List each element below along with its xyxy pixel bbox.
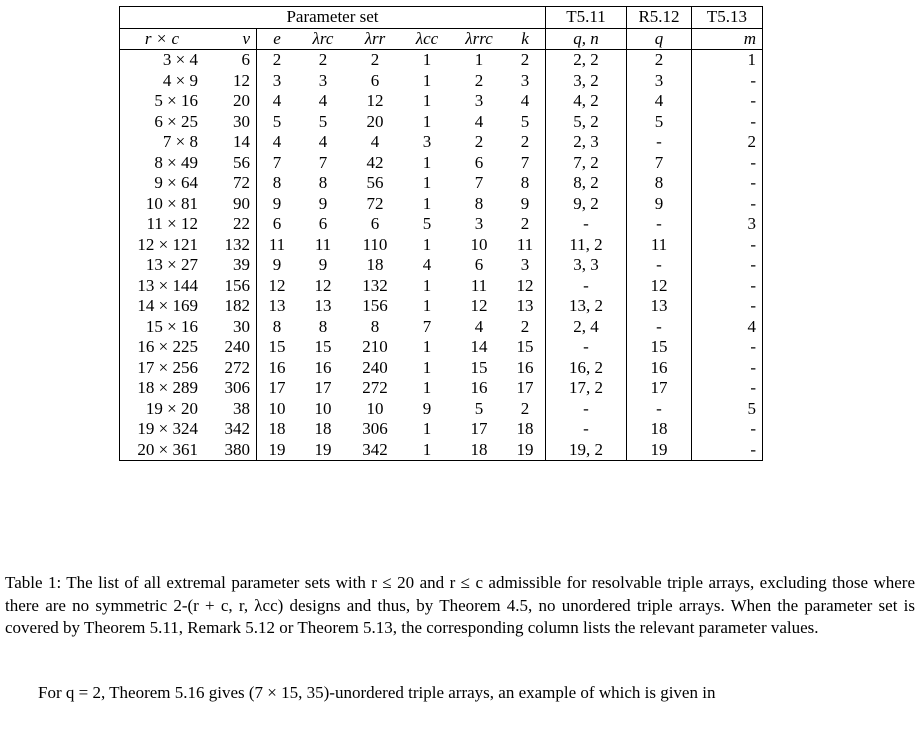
table-row [120,153,763,174]
cell-m: - [692,276,763,297]
cell-lambda-rc: 2 [318,50,328,69]
cell-qn: 4, 2 [546,91,627,112]
cell-v: 156 [204,276,257,297]
cell-e: 6 [272,214,282,233]
cell-v: 272 [204,358,257,379]
cell-e: 15 [268,337,286,356]
cell-lambda-rr: 8 [370,316,380,336]
cell-rc: 17 × 256 [120,358,205,379]
cell-m: - [692,173,763,194]
cell-lambda-rr: 2 [370,50,380,69]
cell-lambda-rrc: 14 [470,337,488,356]
table-row [120,132,763,153]
cell-lambda-cc: 5 [422,214,432,233]
table-row [120,440,763,461]
cell-rc: 3 × 4 [120,50,205,71]
cell-lambda-cc: 1 [422,111,432,131]
cell-m: - [692,194,763,215]
cell-e: 19 [257,440,298,461]
cell-k: 16 [505,358,546,379]
cell-lambda-rr: 4 [370,132,380,151]
cell-lambda-rr: 342 [349,440,401,461]
cell-v: 14 [204,132,257,153]
cell-lambda-rr: 110 [362,234,388,254]
cell-v: 30 [204,112,257,133]
cell-q: 8 [627,173,692,194]
table-row [120,276,763,297]
cell-lambda-cc: 1 [401,440,453,461]
cell-rc: 12 × 121 [120,235,205,256]
cell-m: - [692,296,763,317]
cell-m: - [692,419,763,440]
cell-rc: 15 × 16 [120,317,205,338]
cell-lambda-rrc: 16 [470,378,488,397]
cell-m: - [692,378,763,399]
table-row [120,71,763,92]
cell-rc: 9 × 64 [120,173,205,194]
cell-m: - [692,337,763,358]
cell-lambda-cc: 3 [422,132,432,151]
cell-rc: 4 × 9 [120,71,205,92]
cell-v: 342 [204,419,257,440]
cell-e: 4 [272,91,282,110]
cell-m: - [692,255,763,276]
cell-lambda-rr: 272 [362,378,388,397]
parameter-table [119,6,763,461]
table-row [120,419,763,440]
cell-lambda-rr: 6 [370,70,380,90]
cell-m: - [692,235,763,256]
cell-q: 2 [627,50,692,71]
cell-qn: 2, 2 [546,50,627,71]
cell-lambda-rc: 13 [314,296,332,315]
cell-k: 17 [505,378,546,399]
cell-lambda-rc: 17 [314,378,332,397]
cell-lambda-cc: 1 [422,193,432,213]
cell-lambda-rrc: 3 [474,91,484,110]
cell-rc: 13 × 27 [120,255,205,276]
cell-lambda-rc: 15 [314,337,332,356]
cell-k: 2 [505,50,546,71]
table-row [120,91,763,112]
col-header-lambda-rrc: λrrc [453,28,505,50]
cell-lambda-rc: 16 [314,357,332,377]
cell-rc: 19 × 20 [120,399,205,420]
cell-lambda-rc: 19 [297,440,349,461]
table-row [120,255,763,276]
cell-lambda-rrc: 3 [474,214,484,233]
cell-e: 5 [272,111,282,131]
cell-lambda-rc: 12 [314,275,332,295]
col-header-lambda-cc: λcc [401,28,453,50]
table-row [120,173,763,194]
cell-k: 13 [505,296,546,317]
cell-rc: 16 × 225 [120,337,205,358]
cell-e: 8 [272,173,282,192]
cell-e: 2 [272,50,282,69]
cell-e: 8 [272,316,282,336]
cell-lambda-cc: 1 [422,296,432,315]
cell-lambda-rc: 9 [318,193,328,213]
cell-lambda-rr: 306 [362,419,388,438]
table-row [120,296,763,317]
cell-m: - [692,358,763,379]
cell-lambda-rr: 240 [362,357,388,377]
cell-e: 13 [268,296,286,315]
cell-m: 3 [692,214,763,235]
cell-qn: 17, 2 [546,378,627,399]
cell-lambda-rr: 20 [366,111,384,131]
cell-e: 18 [268,419,286,438]
cell-m: 4 [692,317,763,338]
cell-lambda-rrc: 7 [474,173,484,192]
table-row [120,214,763,235]
cell-m: - [692,153,763,174]
cell-lambda-rr: 12 [366,91,384,110]
cell-rc: 5 × 16 [120,91,205,112]
cell-q: - [627,255,692,276]
cell-lambda-rrc: 2 [474,132,484,151]
cell-k: 8 [505,173,546,194]
table-row [120,358,763,379]
cell-lambda-rc: 9 [318,255,328,274]
cell-k: 2 [505,132,546,153]
cell-v: 182 [204,296,257,317]
cell-q: 13 [627,296,692,317]
cell-m: - [692,91,763,112]
cell-e: 17 [268,378,286,397]
cell-lambda-cc: 1 [422,173,432,192]
cell-lambda-cc: 1 [422,337,432,356]
table-row [120,337,763,358]
cell-rc: 20 × 361 [120,440,205,461]
cell-lambda-cc: 1 [422,70,432,90]
cell-qn: 8, 2 [546,173,627,194]
cell-v: 56 [204,153,257,174]
cell-qn: 2, 3 [546,132,627,153]
cell-q: 12 [627,276,692,297]
cell-v: 38 [204,399,257,420]
cell-e: 11 [268,234,286,254]
column-header-row [120,28,763,50]
cell-lambda-rrc: 10 [470,234,488,254]
cell-qn: - [546,419,627,440]
cell-q: 15 [627,337,692,358]
cell-qn: 11, 2 [546,235,627,256]
cell-rc: 7 × 8 [120,132,205,153]
cell-q: 9 [627,194,692,215]
cell-qn: 7, 2 [546,153,627,174]
cell-lambda-rr: 210 [362,337,388,356]
cell-m: - [692,71,763,92]
cell-k: 3 [505,255,546,276]
cell-m: 1 [692,50,763,71]
table-row [120,194,763,215]
cell-lambda-rc: 7 [318,152,328,172]
table-body [120,50,763,461]
cell-k: 18 [505,419,546,440]
col-header-qn: q, n [546,28,627,50]
cell-v: 380 [204,440,257,461]
parameter-set-header: Parameter set [120,7,546,29]
cell-q: - [627,399,692,420]
cell-q: 16 [627,358,692,379]
cell-lambda-rc: 4 [318,132,328,151]
cell-lambda-cc: 1 [422,91,432,110]
cell-lambda-rr: 132 [362,275,388,295]
cell-v: 90 [204,194,257,215]
cell-lambda-rrc: 4 [474,316,484,336]
cell-lambda-rr: 18 [366,255,384,274]
cell-v: 132 [204,235,257,256]
cell-qn: 9, 2 [546,194,627,215]
body-paragraph: For q = 2, Theorem 5.16 gives (7 × 15, 35)-unordered triple arrays, an example of which is given in [38,683,716,702]
cell-e: 4 [272,132,282,151]
cell-lambda-rr: 6 [370,214,380,233]
cell-lambda-rc: 10 [314,398,332,418]
cell-q: 17 [627,378,692,399]
cell-lambda-rrc: 12 [470,296,488,315]
cell-lambda-rrc: 5 [474,398,484,418]
cell-q: 11 [627,235,692,256]
cell-lambda-rc: 5 [318,111,328,131]
cell-lambda-rc: 3 [318,70,328,90]
cell-v: 6 [204,50,257,71]
cell-lambda-rc: 4 [318,91,328,110]
cell-e: 9 [272,255,282,274]
cell-q: - [627,214,692,235]
cell-q: - [627,317,692,338]
col-header-rc: r × c [120,28,205,50]
t511-header: T5.11 [546,7,627,29]
cell-rc: 18 × 289 [120,378,205,399]
cell-rc: 14 × 169 [120,296,205,317]
table-row [120,50,763,71]
cell-lambda-rrc: 1 [474,50,484,69]
cell-q: 4 [627,91,692,112]
table-row [120,112,763,133]
cell-qn: - [546,276,627,297]
cell-lambda-rrc: 6 [474,255,484,274]
cell-e: 3 [272,70,282,90]
r512-header: R5.12 [627,7,692,29]
cell-lambda-cc: 4 [422,255,432,274]
cell-e: 9 [272,193,282,213]
cell-v: 39 [204,255,257,276]
cell-rc: 19 × 324 [120,419,205,440]
cell-v: 20 [204,91,257,112]
cell-q: 3 [627,71,692,92]
cell-e: 7 [272,152,282,172]
col-header-lambda-rr: λrr [349,28,401,50]
cell-rc: 8 × 49 [120,153,205,174]
cell-lambda-cc: 7 [422,316,432,336]
cell-k: 2 [505,399,546,420]
cell-k: 5 [505,112,546,133]
cell-lambda-cc: 9 [422,398,432,418]
cell-lambda-cc: 1 [422,50,432,69]
cell-qn: 3, 3 [546,255,627,276]
t513-header: T5.13 [692,7,763,29]
cell-qn: - [546,214,627,235]
table-row [120,235,763,256]
cell-k: 9 [505,194,546,215]
cell-m: 2 [692,132,763,153]
cell-k: 11 [505,235,546,256]
cell-e: 10 [268,398,286,418]
cell-lambda-cc: 1 [422,275,432,295]
cell-lambda-rc: 11 [314,234,332,254]
cell-k: 7 [505,153,546,174]
cell-k: 19 [505,440,546,461]
cell-lambda-rr: 10 [366,398,384,418]
cell-m: - [692,112,763,133]
cell-lambda-rc: 18 [314,419,332,438]
cell-k: 12 [505,276,546,297]
cell-v: 240 [204,337,257,358]
cell-qn: 5, 2 [546,112,627,133]
cell-q: 7 [627,153,692,174]
cell-q: 19 [627,440,692,461]
col-header-q: q [627,28,692,50]
cell-v: 30 [204,317,257,338]
cell-lambda-rc: 8 [318,173,328,192]
cell-k: 4 [505,91,546,112]
cell-lambda-rrc: 4 [474,111,484,131]
cell-lambda-rc: 6 [318,214,328,233]
cell-e: 12 [268,275,286,295]
cell-lambda-rrc: 8 [474,193,484,213]
cell-v: 22 [204,214,257,235]
cell-lambda-rrc: 15 [470,357,488,377]
cell-qn: 2, 4 [546,317,627,338]
table-row [120,378,763,399]
cell-lambda-rr: 72 [366,193,384,213]
cell-k: 3 [505,71,546,92]
cell-v: 72 [204,173,257,194]
col-header-k: k [505,28,546,50]
cell-qn: - [546,399,627,420]
cell-lambda-rrc: 6 [474,152,484,172]
cell-qn: 19, 2 [546,440,627,461]
cell-rc: 6 × 25 [120,112,205,133]
cell-qn: 16, 2 [546,358,627,379]
cell-k: 2 [505,214,546,235]
cell-lambda-rr: 56 [366,173,384,192]
cell-lambda-cc: 1 [422,357,432,377]
table-caption: Table 1: The list of all extremal parameter sets with r ≤ 20 and r ≤ c admissible for resolvable triple arrays, excluding those where there are no symmetric 2-(r + c, r, λcc) designs and thus, by Theorem 4.5, no unordered triple arrays. When the parameter set is covered by Theorem 5.11, Remark 5.12 or Theorem 5.13, the corresponding column lists the relevant parameter values. [5,573,915,637]
cell-q: 5 [627,112,692,133]
cell-q: - [627,132,692,153]
col-header-v: v [204,28,257,50]
group-header-row [120,7,763,29]
cell-rc: 10 × 81 [120,194,205,215]
cell-m: 5 [692,399,763,420]
cell-lambda-rr: 156 [362,296,388,315]
cell-lambda-rrc: 11 [470,275,488,295]
cell-v: 12 [204,71,257,92]
cell-lambda-rrc: 18 [453,440,505,461]
cell-e: 16 [268,357,286,377]
cell-v: 306 [204,378,257,399]
col-header-e: e [257,28,298,50]
table-row [120,317,763,338]
cell-lambda-rc: 8 [318,316,328,336]
cell-rc: 13 × 144 [120,276,205,297]
cell-lambda-cc: 1 [422,234,432,254]
cell-qn: 3, 2 [546,71,627,92]
cell-qn: - [546,337,627,358]
cell-k: 2 [505,317,546,338]
cell-lambda-cc: 1 [422,419,432,438]
cell-lambda-cc: 1 [422,378,432,397]
col-header-lambda-rc: λrc [297,28,349,50]
cell-m: - [692,440,763,461]
col-header-m: m [692,28,763,50]
cell-lambda-rrc: 2 [474,70,484,90]
cell-q: 18 [627,419,692,440]
table-row [120,399,763,420]
cell-rc: 11 × 12 [120,214,205,235]
cell-lambda-rrc: 17 [470,419,488,438]
cell-k: 15 [505,337,546,358]
cell-lambda-rr: 42 [366,152,384,172]
cell-lambda-cc: 1 [422,152,432,172]
cell-qn: 13, 2 [546,296,627,317]
